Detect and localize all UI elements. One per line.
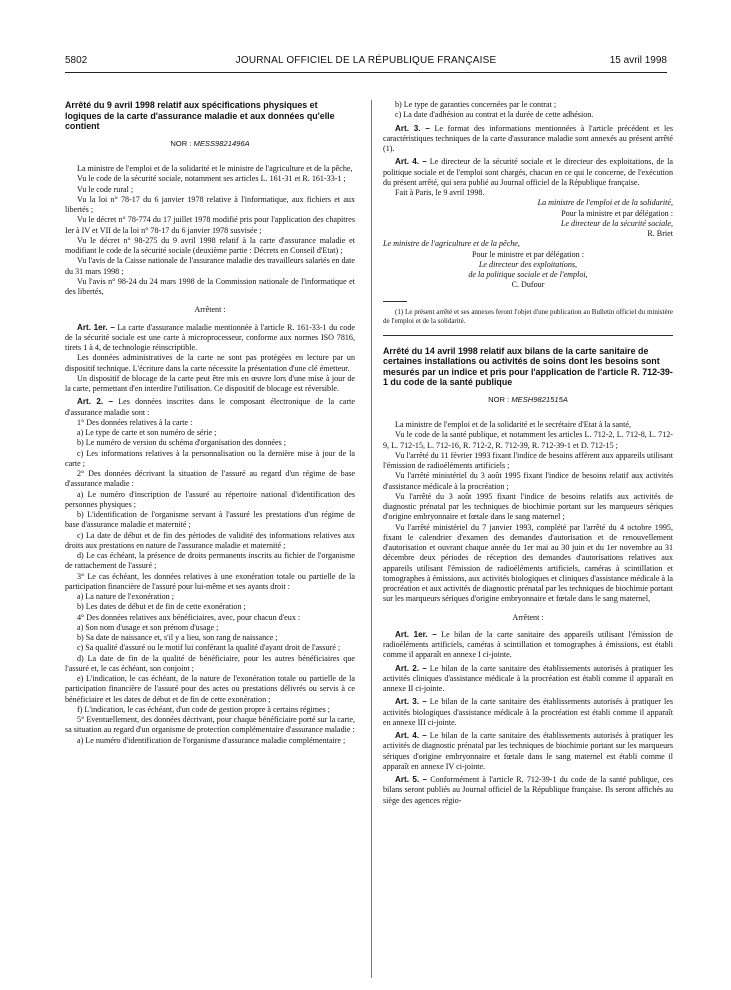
article-text: Le bilan de la carte sanitaire des appareils utilisant l'émission de radioéléments artificiels, caméras à scintillation et tomographes à émissions, est établi comme il apparaît en annexe I ci-jointe. bbox=[383, 629, 673, 660]
body-paragraph: c) La date de début et de fin des périodes de validité des informations relatives aux droits aux prestations en nature de l'assurance maladie et maternité ; bbox=[65, 530, 355, 550]
arretent-heading: Arrêtent : bbox=[512, 612, 544, 622]
body-paragraph: c) Les informations relatives à la personnalisation ou la dernière mise à jour de la carte ; bbox=[65, 448, 355, 468]
article-paragraph bbox=[65, 323, 355, 354]
article-text: Le bilan de la carte sanitaire des établissements autorisés à pratiquer les activités biologiques d'assistance médicale à la procréation est établi comme il apparaît en annexe III ci-jointe. bbox=[383, 697, 673, 727]
signature-line: de la politique sociale et de l'emploi, bbox=[468, 270, 588, 279]
right-column bbox=[383, 100, 673, 806]
body-paragraph: Un dispositif de blocage de la carte peut être mis en œuvre lors d'une mise à jour de la carte, permettant d'en interdire l'utilisation. Ce dispositif de blocage est réversible. bbox=[65, 373, 355, 394]
signature-line: Le ministre de l'agriculture et de la pêche, bbox=[383, 239, 520, 249]
article-text: Le bilan de la carte sanitaire des établissements autorisés à pratiquer les activités de diagnostic prénatal par les techniques de biochimie portant sur les marqueurs sériques d'origine embryonnaire et fœtale dans le sang maternel est établi comme il apparaît en annexe IV ci-jointe. bbox=[383, 731, 673, 771]
nor-code: MESH9821515A bbox=[511, 394, 568, 404]
article-paragraph bbox=[383, 157, 673, 188]
body-paragraph: Vu l'avis n° 98-24 du 24 mars 1998 de la Commission nationale de l'informatique et des libertés, bbox=[65, 276, 355, 297]
body-paragraph: Vu l'arrêté du 11 février 1993 fixant l'indice de besoins afférent aux appareils utilisant l'émission de radioéléments artificiels ; bbox=[383, 450, 673, 471]
article-label: Art. 3. – bbox=[395, 123, 430, 133]
left-column bbox=[65, 100, 355, 746]
body-paragraph: Vu le décret n° 78-774 du 17 juillet 1978 modifié pris pour l'application des chapitres Ier à IV et VII de la loi n° 78-17 du 6 janvier 1978 susvisée ; bbox=[65, 215, 355, 235]
body-paragraph: b) Le numéro de version du schéma d'organisation des données ; bbox=[77, 438, 286, 448]
article-paragraph bbox=[383, 664, 673, 695]
signature-line: Pour la ministre et par délégation : bbox=[561, 208, 673, 218]
nor-label: NOR : bbox=[488, 394, 512, 404]
article-label: Art. 2. – bbox=[77, 397, 114, 407]
footnote: (1) Le présent arrêté et ses annexes feront l'objet d'une publication au Bulletin officiel du ministère de l'emploi et de la solidarité. bbox=[383, 307, 673, 325]
body-paragraph: Vu le code de la santé publique, et notamment les articles L. 712-2, L. 712-8, L. 712-9, L. 712-15, L. 712-16, R. 712-2, R. 712-39, R. 712-39-1 et D. 712-15 ; bbox=[383, 430, 673, 450]
journal-title: JOURNAL OFFICIEL DE LA RÉPUBLIQUE FRANÇAISE bbox=[235, 55, 497, 66]
issue-date: 15 avril 1998 bbox=[609, 55, 667, 66]
body-paragraph: 2° Des données décrivant la situation de l'assuré au regard d'un régime de base d'assurance maladie : bbox=[65, 469, 355, 489]
body-paragraph: Vu l'arrêté ministériel du 3 août 1995 fixant l'indice de besoins relatif aux activités d'assistance médicale à la procréation ; bbox=[383, 471, 673, 491]
signature-line: Le directeur de la sécurité sociale, bbox=[560, 218, 673, 228]
body-paragraph: a) Le numéro d'identification de l'organisme d'assurance maladie complémentaire ; bbox=[77, 735, 346, 745]
body-paragraph: e) L'indication, le cas échéant, de la nature de l'exonération totale ou partielle de la participation financière de l'assuré pour des actes ou prestations délivrés ou servis à ce bénéficiaire et les dates de début et de fin de cette exonération ; bbox=[65, 674, 355, 704]
nor-reference bbox=[65, 139, 355, 149]
article-text: Conformément à l'article R. 712-39-1 du code de la santé publique, ces bilans seront publiés au Journal officiel de la République française. Ils seront affichés au siège des agences régio- bbox=[383, 775, 673, 805]
article-label: Art. 1er. – bbox=[395, 629, 437, 639]
body-paragraph: Fait à Paris, le 9 avril 1998. bbox=[395, 188, 485, 197]
signature-line: Pour le ministre et par délégation : bbox=[472, 249, 584, 259]
article-paragraph bbox=[383, 124, 673, 155]
article-label: Art. 4. – bbox=[395, 731, 427, 741]
body-paragraph: a) Le type de carte et son numéro de série ; bbox=[77, 428, 217, 438]
body-paragraph: Vu le code de la sécurité sociale, notamment ses articles L. 161-31 et R. 161-33-1 ; bbox=[77, 174, 346, 184]
column-divider bbox=[371, 100, 372, 978]
nor-reference bbox=[383, 395, 673, 405]
article-paragraph bbox=[383, 775, 673, 806]
page-number: 5802 bbox=[65, 55, 88, 66]
body-paragraph: Les données administratives de la carte ne sont pas protégées en lecture par un dispositif technique. L'écriture dans la carte nécessite la présentation d'une clé émetteur. bbox=[65, 353, 355, 373]
article-text: Le bilan de la carte sanitaire des établissements autorisés à pratiquer les activités cliniques d'assistance médicale à la procréation est établi comme il apparaît en annexe II ci-jointe. bbox=[383, 663, 673, 694]
article-paragraph bbox=[383, 697, 673, 728]
body-paragraph: b) Le type de garanties concernées par le contrat ; bbox=[395, 100, 557, 109]
body-paragraph: c) Sa qualité d'assuré ou le motif lui conférant la qualité d'ayant droit de l'assuré ; bbox=[77, 643, 341, 653]
article-label: Art. 1er. – bbox=[77, 322, 115, 332]
body-paragraph: 5° Eventuellement, des données décrivant, pour chaque bénéficiaire porté sur la carte, sa situation au regard d'un organisme de protection complémentaire d'assurance maladie : bbox=[65, 715, 355, 735]
signature-line: Le directeur des exploitations, bbox=[478, 259, 578, 269]
header-rule bbox=[65, 72, 667, 73]
body-paragraph: Vu l'arrêté ministériel du 7 janvier 1993, complété par l'arrêté du 4 octobre 1995, fixant le calendrier d'examen des demandes d'autorisation et de renouvellement d'autorisation et ouvrant chaque année du 1er mai au 30 juin et du 1er novembre au 31 décembre deux périodes de réception des demandes d'autorisations relatives aux appareils utilisant l'émission de radioéléments artificiels, caméras à scintillation et tomographes à émissions, aux activités biologiques et cliniques d'assistance médicale à la procréation et aux activités de diagnostic prénatal par les techniques de biochimie portant sur les marqueurs sériques d'origine embryonnaire et fœtale dans le sang maternel, bbox=[383, 522, 673, 604]
article-text: La carte d'assurance maladie mentionnée à l'article R. 161-33-1 du code de la sécurité sociale est une carte à microprocesseur, conforme aux normes ISO 7816, tirets 1 à 4, de technologie réinscriptible. bbox=[65, 322, 355, 353]
body-paragraph: a) Le numéro d'inscription de l'assuré au répertoire national d'identification des personnes physiques ; bbox=[65, 489, 355, 509]
body-paragraph: d) La date de fin de la qualité de bénéficiaire, pour les autres bénéficiaires que l'assuré et, le cas échéant, son conjoint ; bbox=[65, 653, 355, 673]
body-paragraph: Vu l'avis de la Caisse nationale de l'assurance maladie des travailleurs salariés en date du 31 mars 1998 ; bbox=[65, 256, 355, 276]
article-label: Art. 3. – bbox=[395, 697, 427, 707]
body-paragraph: La ministre de l'emploi et de la solidarité et le secrétaire d'Etat à la santé, bbox=[395, 420, 631, 430]
signature-line: C. Dufour bbox=[511, 280, 545, 290]
article-text: Les données inscrites dans le composant électronique de la carte d'assurance maladie sont : bbox=[65, 397, 355, 417]
body-paragraph: a) Son nom d'usage et son prénom d'usage ; bbox=[77, 622, 219, 632]
article-label: Art. 4. – bbox=[395, 157, 427, 167]
body-paragraph: Vu la loi n° 78-17 du 6 janvier 1978 relative à l'informatique, aux fichiers et aux libertés ; bbox=[65, 194, 355, 215]
body-paragraph: Vu le code rural ; bbox=[77, 184, 134, 194]
article-paragraph bbox=[383, 630, 673, 661]
nor-label: NOR : bbox=[170, 138, 194, 148]
body-paragraph: b) L'identification de l'organisme servant à l'assuré les prestations d'un régime de base d'assurance maladie et maternité ; bbox=[65, 510, 355, 530]
signature-line: La ministre de l'emploi et de la solidarité, bbox=[537, 198, 673, 208]
arretent-heading: Arrêtent : bbox=[194, 305, 226, 315]
body-paragraph: Vu le décret n° 98-275 du 9 avril 1998 relatif à la carte d'assurance maladie et modifiant le code de la sécurité sociale (deuxième partie : Décrets en Conseil d'Etat) ; bbox=[65, 235, 355, 256]
body-paragraph: La ministre de l'emploi et de la solidarité et le ministre de l'agriculture et de la pêche, bbox=[77, 164, 353, 174]
body-paragraph: a) La nature de l'exonération ; bbox=[77, 592, 174, 602]
body-paragraph: Vu l'arrêté du 3 août 1995 fixant l'indice de besoins relatifs aux activités de diagnostic prénatal par les techniques de biochimie portant sur les marqueurs sériques d'origine embryonnaire et fœtale dans le sang maternel ; bbox=[383, 491, 673, 522]
signature-line: R. Briet bbox=[647, 229, 673, 238]
article-text: Le directeur de la sécurité sociale et le directeur des exploitations, de la politique sociale et de l'emploi sont chargés, chacun en ce qui le concerne, de l'exécution du présent arrêté, qui sera publié au Journal officiel de la République française. bbox=[383, 157, 673, 187]
body-paragraph: 1° Des données relatives à la carte : bbox=[77, 417, 193, 427]
nor-code: MESS9821496A bbox=[193, 138, 250, 148]
article-paragraph bbox=[65, 397, 355, 418]
footnote-rule bbox=[383, 301, 407, 302]
decree-title: Arrêté du 14 avril 1998 relatif aux bilans de la carte sanitaire de certaines installations ou activités de soins dont les besoins sont mesurés par un indice et pris pour l'application de l'article R. 712-39-1 du code de la santé publique bbox=[383, 345, 673, 388]
body-paragraph: d) Le cas échéant, la présence de droits permanents inscrits au fichier de l'organisme de rattachement de l'assuré ; bbox=[65, 551, 355, 571]
article-label: Art. 2. – bbox=[395, 663, 427, 673]
body-paragraph: 4° Des données relatives aux bénéficiaires, avec, pour chacun d'eux : bbox=[77, 612, 301, 622]
body-paragraph: b) Les dates de début et de fin de cette exonération ; bbox=[77, 602, 246, 612]
body-paragraph: c) La date d'adhésion au contrat et la durée de cette adhésion. bbox=[395, 110, 594, 120]
article-paragraph bbox=[383, 731, 673, 772]
decree-title: Arrêté du 9 avril 1998 relatif aux spécifications physiques et logiques de la carte d'assurance maladie et aux données qu'elle contient bbox=[65, 100, 335, 132]
section-separator bbox=[383, 335, 673, 336]
body-paragraph: f) L'indication, le cas échéant, d'un code de gestion propre à certains régimes ; bbox=[77, 704, 331, 714]
article-label: Art. 5. – bbox=[395, 775, 428, 785]
body-paragraph: 3° Le cas échéant, les données relatives à une exonération totale ou partielle de la participation financière de l'assuré pour lui-même et ses ayants droit : bbox=[65, 571, 355, 591]
article-text: Le format des informations mentionnées à l'article précédent et les caractéristiques techniques de la carte d'assurance maladie sont annexés au présent arrêté (1). bbox=[383, 123, 673, 153]
body-paragraph: b) Sa date de naissance et, s'il y a lieu, son rang de naissance ; bbox=[77, 633, 278, 643]
